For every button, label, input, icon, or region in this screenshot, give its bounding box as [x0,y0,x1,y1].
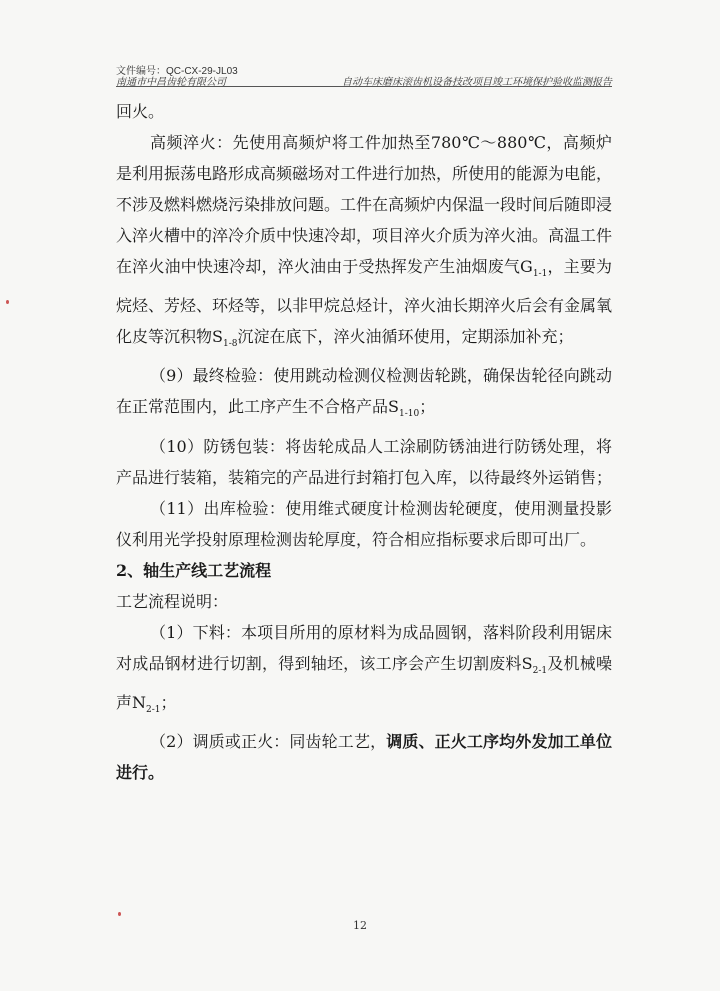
section-title: 2、轴生产线工艺流程 [116,560,272,580]
paragraph-step-1 [116,617,612,726]
page-number: 12 [353,919,367,932]
paragraph-step-10: （10）防锈包装：将齿轮成品人工涂刷防锈油进行防锈处理，将产品进行装箱，装箱完的产品进行封箱打包入库，以待最终外运销售； [116,436,613,487]
paragraph-flow-intro: 工艺流程说明： [116,591,229,611]
step1-end: ； [160,692,177,712]
step2-bold-text: 调质、正火工序均外发加工单位进行。 [116,731,612,782]
step2-text: （2）调质或正火：同齿轮工艺， [150,731,387,751]
paragraph-step-2 [116,726,612,788]
step9-end: ； [419,397,436,417]
step1-middle: 及机械噪声N [116,653,612,712]
step1-n-subscript: 2-1 [146,704,161,715]
quench-s-subscript: 1-8 [222,339,238,350]
document-body [116,96,612,788]
quench-text-1: 高频淬火：先使用高频炉将工件加热至780℃～880℃，高频炉是利用振荡电路形成高频磁场对工件进行加热，所使用的能源为电能，不涉及燃料燃烧污染排放问题。工件在高频炉内保温一段时间后随即浸入淬火槽中的淬冷介质中快速冷却，项目淬火介质为淬火油。高温工件在淬火油中快速冷却，淬火油由于受热挥发产生油烟废气G [116,133,613,276]
scan-mark [118,912,121,916]
document-code: 文件编号：QC-CX-29-JL03 [116,66,238,77]
paragraph-quench [116,127,612,360]
step9-subscript: 1-10 [398,409,420,420]
paragraph-step-11: （11）出库检验：使用维式硬度计检测齿轮硬度，使用测量投影仪利用光学投射原理检测齿轮厚度，符合相应指标要求后即可出厂。 [116,498,612,549]
quench-text-3: 沉淀在底下，淬火油循环使用，定期添加补充； [237,327,574,347]
paragraph-intro: 回火。 [116,102,165,121]
quench-text-2: ，主要为烷烃、芳烃、环烃等，以非甲烷总烃计，淬火油长期淬火后会有金属氧化皮等沉积物S [116,257,613,347]
scan-mark [6,300,9,304]
step1-text: （1）下料：本项目所用的原材料为成品圆钢，落料阶段利用锯床对成品钢材进行切割，得到轴坯，该工序会产生切割废料S [116,622,612,673]
header-divider [116,86,612,87]
paragraph-step-9 [116,360,612,430]
quench-g-subscript: 1-1 [532,269,548,280]
step9-text: （9）最终检验：使用跳动检测仪检测齿轮跳，确保齿轮径向跳动在正常范围内，此工序产生不合格产品S [116,366,612,417]
report-title: 自动车床磨床滚齿机设备技改项目竣工环境保护验收监测报告 [342,77,612,88]
company-name: 南通市中昌齿轮有限公司 [116,77,226,88]
step1-s-subscript: 2-1 [532,665,548,676]
